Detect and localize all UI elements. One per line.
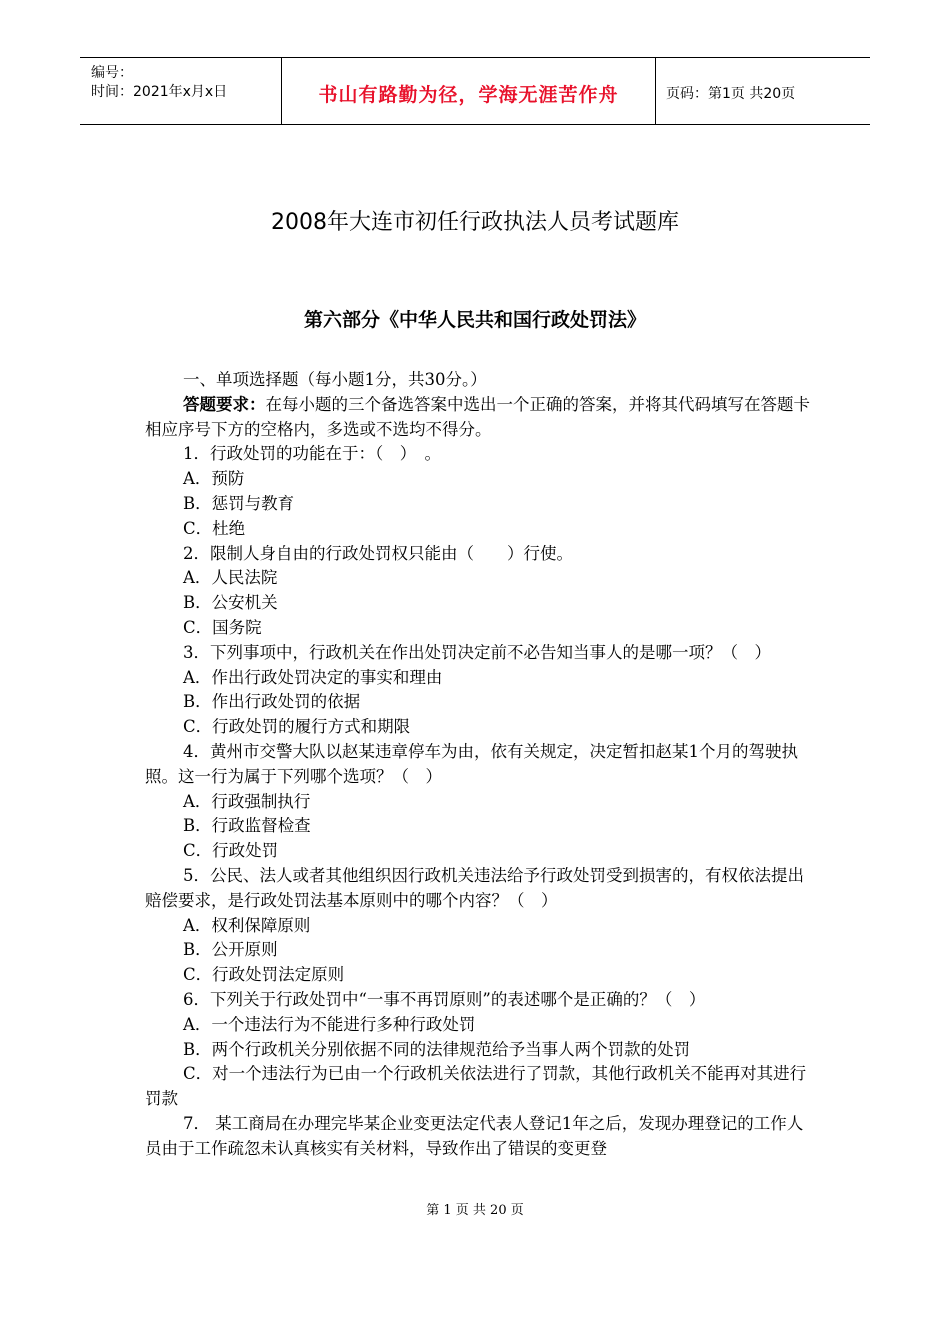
page-footer: 第 1 页 共 20 页 — [426, 1203, 524, 1218]
time-label: 时间：2021年x月x日 — [91, 84, 228, 100]
code-label: 编号： — [91, 65, 133, 81]
question-text: 2．限制人身自由的行政处罚权只能由（ ）行使。 — [183, 543, 573, 563]
question-text: 4．黄州市交警大队以赵某违章停车为由，依有关规定，决定暂扣赵某1个月的驾驶执照。这一行为属于下列哪个选项？（ ） — [145, 741, 798, 786]
question-text: 3．下列事项中，行政机关在作出处罚决定前不必告知当事人的是哪一项？（ ） — [183, 642, 771, 662]
option-b: B．公开原则 — [183, 940, 278, 960]
header-page-cell — [656, 58, 870, 124]
answer-requirements — [145, 393, 810, 443]
header-meta-cell — [80, 58, 282, 124]
header-motto-cell — [282, 58, 656, 124]
option-c: C．行政处罚 — [183, 841, 279, 861]
option-b: B．惩罚与教育 — [183, 493, 295, 513]
requirements-label: 答题要求： — [183, 394, 266, 414]
motto: 书山有路勤为径，学海无涯苦作舟 — [318, 84, 619, 106]
header-table — [80, 57, 870, 125]
option-a: A．人民法院 — [183, 568, 278, 588]
part-title: 第六部分《中华人民共和国行政处罚法》 — [303, 309, 646, 331]
section-heading: 一、单项选择题（每小题1分，共30分。） — [183, 370, 487, 389]
option-b: B．两个行政机关分别依据不同的法律规范给予当事人两个罚款的处罚 — [183, 1039, 691, 1059]
option-b: B．公安机关 — [183, 593, 278, 613]
option-b: B．行政监督检查 — [183, 816, 311, 836]
option-c: C．对一个违法行为已由一个行政机关依法进行了罚款，其他行政机关不能再对其进行罚款 — [145, 1064, 807, 1109]
option-a: A．一个违法行为不能进行多种行政处罚 — [183, 1014, 476, 1034]
option-c: C．国务院 — [183, 617, 262, 637]
option-c: C．行政处罚的履行方式和期限 — [183, 717, 411, 737]
option-a: A．预防 — [183, 469, 245, 489]
option-c: C．杜绝 — [183, 518, 246, 538]
option-a: A．行政强制执行 — [183, 791, 311, 811]
option-b: B．作出行政处罚的依据 — [183, 692, 361, 712]
requirements-text: 在每小题的三个备选答案中选出一个正确的答案，并将其代码填写在答题卡相应序号下方的空格内，多选或不选均不得分。 — [145, 394, 810, 439]
option-a: A．作出行政处罚决定的事实和理由 — [183, 667, 443, 687]
question-text: 5．公民、法人或者其他组织因行政机关违法给予行政处罚受到损害的，有权依法提出赔偿要求，是行政处罚法基本原则中的哪个内容？（ ） — [145, 865, 804, 910]
document-body — [145, 368, 810, 1162]
option-c: C．行政处罚法定原则 — [183, 965, 345, 985]
question-text: 6．下列关于行政处罚中“一事不再罚原则”的表述哪个是正确的？（ ） — [183, 989, 706, 1009]
document-title: 2008年大连市初任行政执法人员考试题库 — [271, 210, 679, 235]
page-info: 页码：第1页 共20页 — [666, 86, 796, 102]
question-text: 1．行政处罚的功能在于：（ ） 。 — [183, 444, 441, 464]
question-text: 7． 某工商局在办理完毕某企业变更法定代表人登记1年之后，发现办理登记的工作人员由于工作疏忽未认真核实有关材料，导致作出了错误的变更登 — [145, 1113, 804, 1158]
option-a: A．权利保障原则 — [183, 915, 311, 935]
